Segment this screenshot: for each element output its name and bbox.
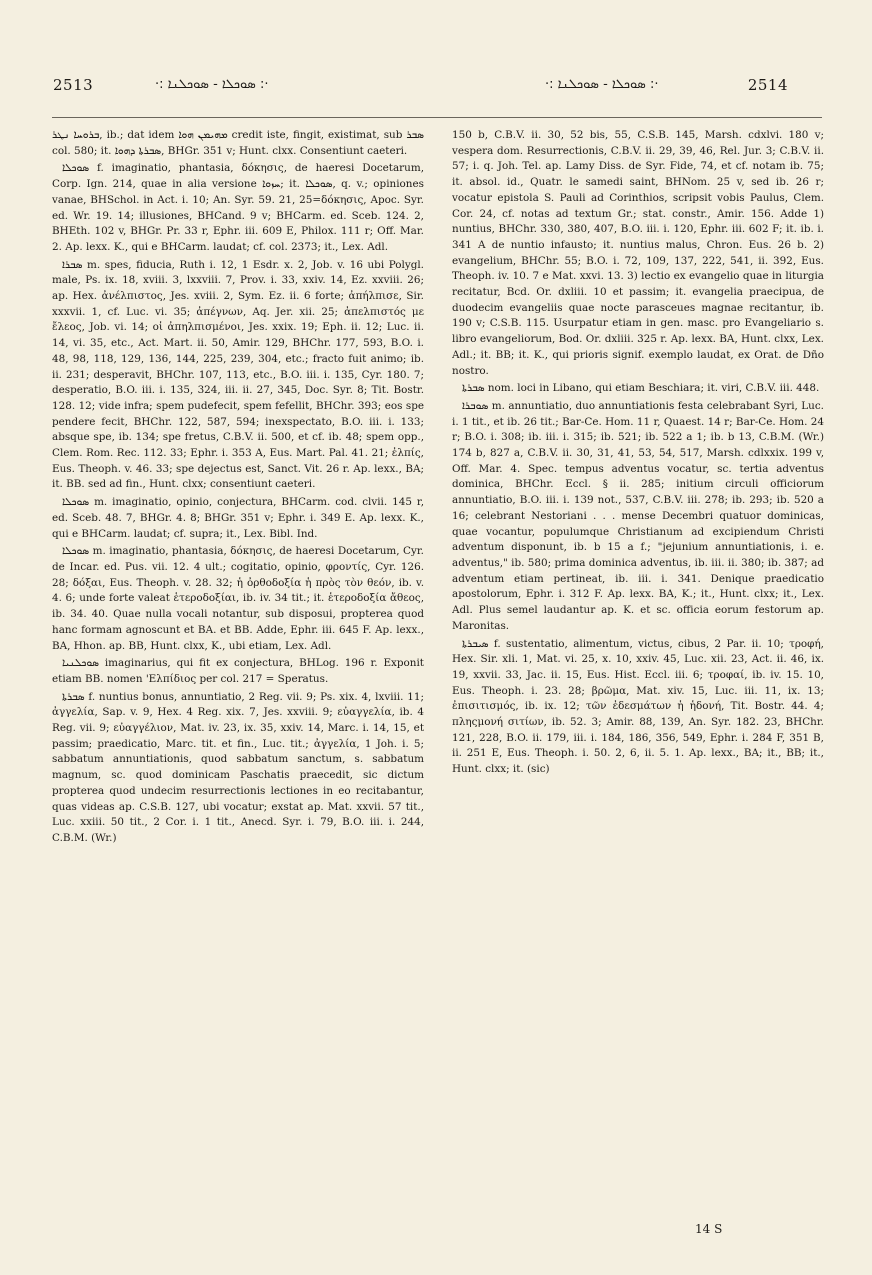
- entry-paragraph: ܣܝܒܪܬܐ f. sustentatio, alimentum, victus, cibus, 2 Par. ii. 10; τροφή, Hex. Sir. xli. 1, Mat. vi. 25, x. 10, xxiv. 45, Luc. xii. 23, Act. ii. 46, ix. 19, xxvii. 33, Jac. ii. 15, Eus. Hist. Eccl. iii. 6; τροφαί, ib. iv. 15. 10, Eus. Theoph. i. 23. 28; βρῶμα, Mat. xiv. 15, Luc. iii. 11, ix. 13; ἐπισιτισμός, ib. ix. 12; τῶν ἐδεσμάτων ἡ ἡδονή, Tit. Bostr. 44. 4; πληςμονή σιτίων, ib. 52. 3; Amir. 88, 139, An. Syr. 182. 23, BHChr. 121, 228, B.O. ii. 179, iii. i. 184, 186, 356, 549, Ephr. i. 284 F, 351 B, ii. 251 E, Eus. Theoph. i. 50. 2, 6, ii. 5. 1. Ap. lexx., BA; it., BB; it., Hunt. clxx; it. (sic): [452, 637, 824, 776]
- entry-paragraph: ܣܘܟܠܐ f. imaginatio, phantasia, δόκησις, de haeresi Docetarum, Corp. Ign. 214, quae in alia versione ܚܙܘܐ; it. ܣܘܟܠܐ, q. v.; opiniones vanae, BHSchol. in Act. i. 10; An. Syr. 59. 21, 25=δόκησις, Apoc. Syr. ed. Wr. 19. 14; illusiones, BHCand. 9 v; BHCarm. ed. Sceb. 124. 2, BHEth. 102 v, BHGr. Pr. 33 r, Ephr. iii. 609 E, Philox. 111 r; Off. Mar. 2. Ap. lexx. K., qui e BHCarm. laudat; cf. col. 2373; it., Lex. Adl.: [52, 162, 424, 253]
- entry-paragraph: ܣܒܪܬܐ nom. loci in Libano, qui etiam Beschiara; it. viri, C.B.V. iii. 448.: [462, 382, 820, 395]
- right-column: [452, 128, 824, 1218]
- column-gutter: [437, 128, 438, 1218]
- left-column: [52, 128, 424, 1218]
- left-running-head: ·: ܣܘܟܠܐ - ܣܘܟܠܢܐ :·: [155, 77, 269, 92]
- entry-paragraph: ܣܒܪܐ m. spes, fiducia, Ruth i. 12, 1 Esdr. x. 2, Job. v. 16 ubi Polygl. male, Ps. ix. 18, xviii. 3, lxxviii. 7, Prov. i. 33, xxiv. 14, Ez. xxviii. 26; ap. Hex. ἀνέλπιστος, Jes. xviii. 2, Sym. Ez. ii. 6 forte; ἀπήλπισε, Sir. xxxvii. 1, cf. Luc. vi. 35; ἀπέγνων, Aq. Jer. xii. 25; ἀπελπιστός με ἔλεος, Job. vi. 14; οἱ ἀπηλπισμένοι, Jes. xxix. 19; Eph. ii. 12; Luc. ii. 14, vi. 35, etc., Act. Mart. ii. 50, Amir. 129, BHChr. 177, 593, B.O. i. 48, 98, 118, 129, 136, 144, 225, 239, 304, etc.; fracto fuit animo; ib. ii. 231; desperavit, BHChr. 107, 113, etc., B.O. iii. i. 135, Cyr. 180. 7; desperatio, B.O. iii. i. 135, 324, iii. ii. 27, 345, Doc. Syr. 8; Tit. Bostr. 128. 12; vide infra; spem pudefecit, spem fefellit, BHChr. 393; eos spe pendere fecit, BHChr. 122, 587, 594; inexspectato, B.O. iii. i. 133; absque spe, ib. 134; spe fretus, C.B.V. ii. 500, et cf. ib. 48; spem opp., Clem. Rom. Rec. 112. 33; Ephr. i. 353 A, Eus. Mart. Pal. 41. 21; ἐλπίς, Eus. Theoph. v. 46. 33; spe dejectus est, Sanct. Vit. 26 r. Ap. lexx., BA; it. BB. sed ad fin., Hunt. clxx; consentiunt caeteri.: [52, 258, 424, 491]
- left-page-number: 2513: [53, 76, 94, 94]
- entry-paragraph: ܣܘܟܠܢܝܐ imaginarius, qui fit ex conjectura, BHLog. 196 r. Exponit etiam BB. nomen 'Ελπίδιος per col. 217 = Speratus.: [52, 657, 424, 685]
- entry-paragraph: ܣܘܟܠܐ m. imaginatio, phantasia, δόκησις, de haeresi Docetarum, Cyr. de Incar. ed. Pus. vii. 12. 4 ult.; cogitatio, opinio, φροντίς, Cyr. 126. 28; δόξαι, Eus. Theoph. v. 28. 32; ἡ ὀρθοδοξία ἡ πρὸς τὸν θεόν, ib. v. 4. 6; unde forte valeat ἑτεροδοξίαι, ib. iv. 34 tit.; it. ἑτεροδοξία ἄθεος, ib. 34. 40. Quae nulla vocali notantur, sub disposui, propterea quod hanc formam agnoscunt et BA. et BB. Adde, Ephr. iii. 645 F. Ap. lexx., BA, Hhon. ap. BB, Hunt. clxx, K., ubi etiam, Lex. Adl.: [52, 545, 424, 652]
- right-page-number: 2514: [747, 76, 788, 94]
- signature-mark: 14 S: [695, 1222, 723, 1236]
- header-rule: [52, 117, 822, 118]
- entry-paragraph: ܣܒܪܬܐ f. nuntius bonus, annuntiatio, 2 Reg. vii. 9; Ps. xix. 4, lxviii. 11; ἀγγελία, Sap. v. 9, Hex. 4 Reg. xix. 7, Jes. xxviii. 9; εὐαγγελία, ib. 4 Reg. vii. 9; εὐαγγέλιον, Mat. iv. 23, ix. 35, xxiv. 14, Marc. i. 14, 15, et passim; praedicatio, Marc. tit. et fin., Luc. tit.; ἀγγελία, 1 Joh. i. 5; sabbatum annuntiationis, quod sabbatum sanctum, s. sabbatum magnum, sc. quod dominicam Paschatis praecedit, sic dictum propterea quod undecim resurrectionis lectiones in eo recitabantur, quas videas ap. C.S.B. 127, ubi vocatur; exstat ap. Mat. xxvii. 57 tit., Luc. xxiii. 50 tit., 2 Cor. i. 1 tit., Anecd. Syr. i. 79, B.O. iii. i. 244, C.B.M. (Wr.): [52, 690, 424, 844]
- entry-paragraph: 150 b, C.B.V. ii. 30, 52 bis, 55, C.S.B. 145, Marsh. cdxlvi. 180 v; vespera dom. Resurrectionis, C.B.V. ii. 29, 39, 46, Rel. Jur. 3; C.B.V. ii. 57; i. q. Joh. Tel. ap. Lamy Diss. de Syr. Fide, 74, et cf. notam ib. 75; it. absol. id., Quatr. le samedi saint, BHNom. 25 v, sed ib. 26 r; vocatur epistola S. Pauli ad Corinthios, scripsit vobis Paulus, Clem. Cor. 24, cf. notas ad textum Gr.; stat. constr., Amir. 156. Adde 1) nuntius, BHChr. 330, 380, 407, B.O. iii. i. 120, Ephr. iii. 602 F; it. ib. i. 341 A de nuntio infausto; it. nuntius malus, Chron. Eus. 26 b. 2) evangelium, BHChr. 55; B.O. i. 72, 109, 137, 222, 541, ii. 392, Eus. Theoph. iv. 10. 7 e Mat. xxvi. 13. 3) lectio ex evangelio quae in liturgia recitatur, Bcd. Or. dxliii. 10 et passim; it. evangelia praecipua, de duodecim evangeliis quae nocte parasceues magnae recitantur, ib. 190 v; C.S.B. 115. Usurpatur etiam in gen. masc. pro Evangeliario s. libro evangeliorum, Bod. Or. dxliii. 325 r. Ap. lexx. BA, Hunt. clxx, Lex. Adl.; it. BB; it. K., qui prioris signif. exemplo laudat, ex Orat. de Dño nostro.: [452, 129, 824, 377]
- entry-paragraph: ܒܪܘܚܐ ܢܛܪ, ib.; dat idem ܡܗܝܡܢ ܗܘܐ credit iste, fingit, existimat, sub ܣܒܪ col. 580; it. ܣܒܪܬܐ ܕܗܘܐ, BHGr. 351 v; Hunt. clxx. Consentiunt caeteri.: [52, 129, 424, 157]
- entry-paragraph: ܣܘܟܠܐ m. imaginatio, opinio, conjectura, BHCarm. cod. clvii. 145 r, ed. Sceb. 48. 7, BHGr. 4. 8; BHGr. 351 v; Ephr. i. 349 E. Ap. lexx. K., qui e BHCarm. laudat; cf. supra; it., Lex. Bibl. Ind.: [52, 496, 424, 540]
- entry-paragraph: ܣܘܒܪܐ m. annuntiatio, duo annuntiationis festa celebrabant Syri, Luc. i. 1 tit., et ib. 26 tit.; Bar-Ce. Hom. 11 r, Quaest. 14 r; Bar-Ce. Hom. 24 r; B.O. i. 308; ib. iii. i. 315; ib. 521; ib. 522 a 1; ib. b 13, C.B.M. (Wr.) 174 b, 827 a, C.B.V. ii. 30, 31, 41, 53, 54, 517, Marsh. cdlxxix. 199 v, Off. Mar. 4. Spec. tempus adventus vocatur, sc. tertia adventus dominica, BHChr. Eccl. § ii. 285; initium circuli officiorum annuntiatio, B.O. iii. i. 139 not., 537, C.B.V. iii. 278; ib. 293; ib. 520 a 16; celebrant Nestoriani . . . mense Decembri quatuor dominicas, quae vocantur, populumque Christianum ad excipiendum Christi adventum disponunt, ib. b 15 a f.; "jejunium annuntiationis, i. e. adventus," ib. 580; prima dominica adventus, ib. iii. ii. 380; ib. 387; ad adventum etiam pertineat, ib. iii. i. 341. Denique praedicatio apostolorum, Ephr. i. 312 F. Ap. lexx. BA, K.; it., Hunt. clxx; it., Lex. Adl. Plus semel laudantur ap. K. et sc. officia eorum festorum ap. Maronitas.: [452, 399, 824, 632]
- right-running-head: ·: ܣܘܟܠܐ - ܣܘܟܠܢܐ :·: [545, 77, 659, 92]
- page-header: [0, 76, 872, 100]
